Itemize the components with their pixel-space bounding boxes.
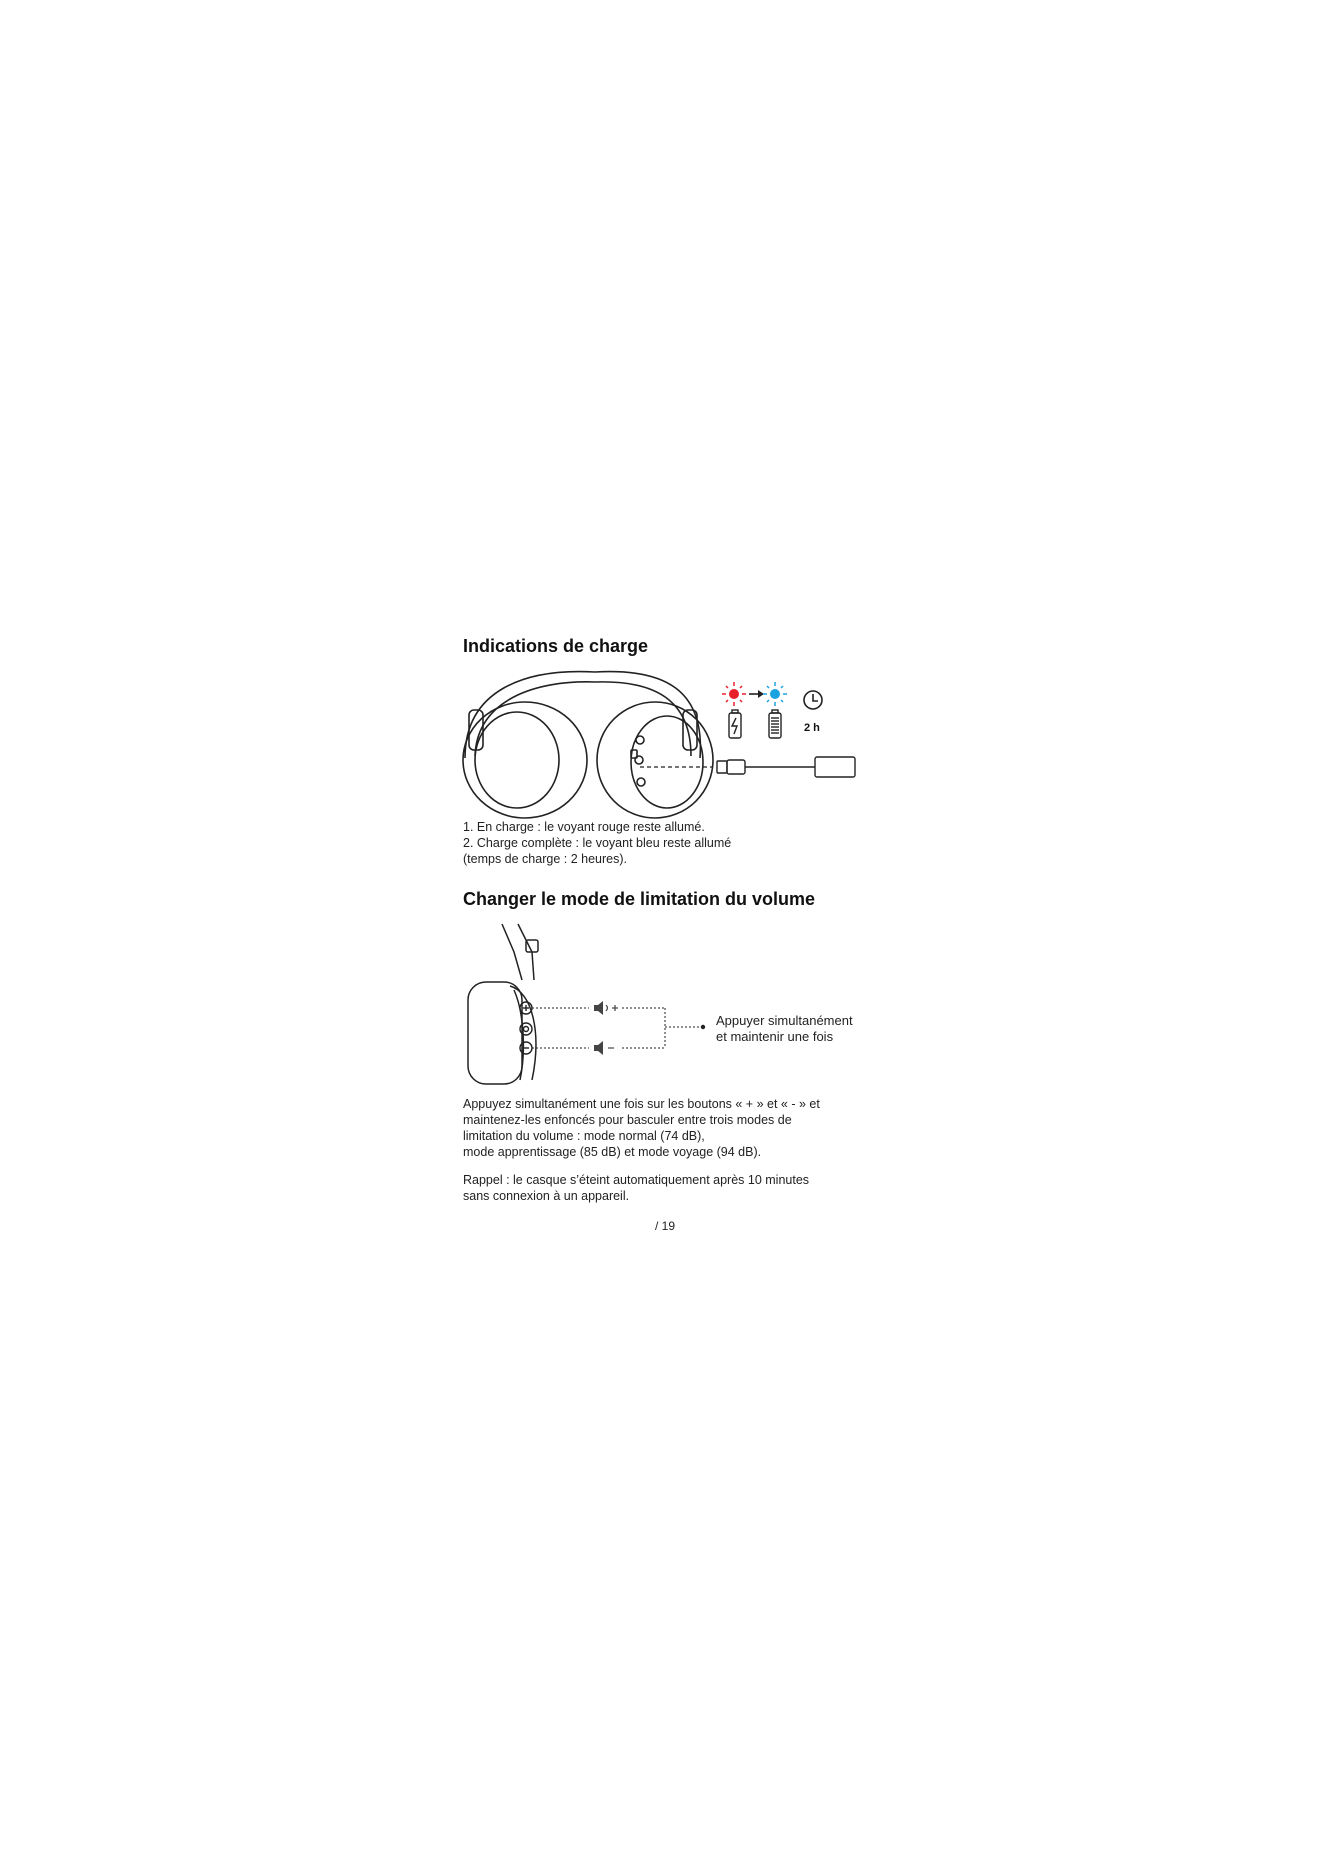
- headphones-illustration: [463, 672, 713, 818]
- battery-full-icon: [769, 710, 781, 738]
- reminder-paragraph: [463, 1172, 809, 1204]
- volume-down-icon: [594, 1041, 614, 1055]
- volume-figure: [462, 922, 872, 1090]
- battery-charging-icon: [729, 710, 741, 738]
- callout-line-2: et maintenir une fois: [716, 1029, 834, 1044]
- reminder-line-2: sans connexion à un appareil.: [463, 1189, 630, 1203]
- volume-paragraph-1: [463, 1096, 820, 1160]
- charging-figure: [455, 670, 865, 820]
- page-number: / 19: [654, 1219, 675, 1233]
- led-blue-icon: [763, 682, 787, 706]
- duration-label: 2 h: [804, 722, 820, 734]
- charge-line-1: 1. En charge : le voyant rouge reste allumé.: [463, 820, 705, 834]
- volume-up-icon: [594, 1001, 618, 1015]
- clock-icon: [804, 691, 822, 709]
- reminder-line-1: Rappel : le casque s’éteint automatiquement après 10 minutes: [463, 1173, 810, 1187]
- led-red-icon: [722, 682, 746, 706]
- charge-line-3: (temps de charge : 2 heures).: [463, 852, 627, 866]
- charge-instructions: [463, 819, 731, 867]
- volume-line-4: mode apprentissage (85 dB) et mode voyage (94 dB).: [463, 1145, 762, 1159]
- volume-line-3: limitation du volume : mode normal (74 dB),: [463, 1129, 705, 1143]
- arrow-right-icon: [749, 690, 764, 698]
- volume-line-2: maintenez-les enfoncés pour basculer entre trois modes de: [463, 1113, 792, 1127]
- volume-line-1: Appuyez simultanément une fois sur les boutons « + » et « - » et: [463, 1097, 820, 1111]
- usb-c-cable-icon: [717, 757, 855, 777]
- section-title-volume: Changer le mode de limitation du volume: [463, 889, 816, 909]
- headphones-side-illustration: [468, 924, 538, 1084]
- callout-line-1: Appuyer simultanément: [716, 1013, 853, 1028]
- section-title-charge: Indications de charge: [463, 636, 649, 656]
- charge-line-2: 2. Charge complète : le voyant bleu reste allumé: [463, 836, 732, 850]
